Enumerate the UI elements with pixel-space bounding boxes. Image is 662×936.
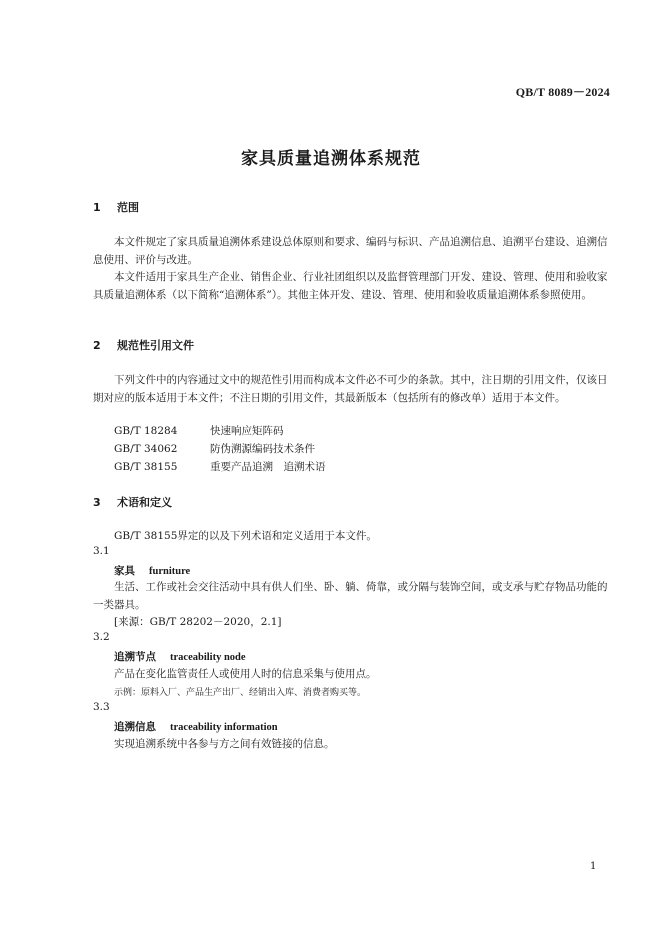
- term-heading: 追溯信息 traceability information: [114, 721, 278, 733]
- section-title: 范围: [117, 201, 139, 214]
- section-title: 术语和定义: [117, 496, 172, 509]
- section-1-para-2: 本文件适用于家具生产企业、销售企业、行业社团组织以及监督管理部门开发、建设、管理、使用和验收家具质量追溯体系（以下简称“追溯体系”）。其他主体开发、建设、管理、使用和验收质量追溯体系参照使用。: [93, 271, 608, 301]
- document-title: 家具质量追溯体系规范: [241, 149, 421, 169]
- section-title: 规范性引用文件: [117, 339, 194, 352]
- section-heading-3: [93, 494, 172, 510]
- standard-number: QB/T 8089－2024: [515, 85, 610, 99]
- section-1-para-1: 本文件规定了家具质量追溯体系建设总体原则和要求、编码与标识、产品追溯信息、追溯平台建设、追溯信息使用、评价与改进。: [93, 236, 608, 266]
- section-number: 1: [93, 201, 101, 214]
- reference-item: GB/T 34062 防伪溯源编码技术条件: [114, 443, 315, 455]
- reference-item: GB/T 38155 重要产品追溯 追溯术语: [114, 461, 326, 473]
- term-heading: 追溯节点 traceability node: [114, 651, 246, 663]
- term-definition: 生活、工作或社会交往活动中具有供人们坐、卧、躺、倚靠，或分隔与装饰空间，或支承与贮存物品功能的一类器具。: [93, 581, 608, 611]
- section-heading-2: [93, 337, 194, 353]
- term-definition: 实现追溯系统中各参与方之间有效链接的信息。: [114, 738, 335, 750]
- reference-item: GB/T 18284 快速响应矩阵码: [114, 425, 284, 437]
- section-heading-1: [93, 199, 139, 215]
- term-example: 示例：原料入厂、产品生产出厂、经销出入库、消费者购买等。: [114, 688, 367, 698]
- section-3-intro: GB/T 38155界定的以及下列术语和定义适用于本文件。: [114, 530, 377, 542]
- term-definition: 产品在变化监管责任人或使用人时的信息采集与使用点。: [114, 668, 377, 680]
- section-number: 3: [93, 496, 101, 509]
- term-number: 3.3: [93, 701, 110, 713]
- term-number: 3.1: [93, 545, 110, 557]
- term-number: 3.2: [93, 631, 110, 643]
- page-number: 1: [590, 861, 597, 872]
- term-heading: 家具 furniture: [114, 565, 191, 577]
- term-source: [来源：GB/T 28202－2020，2.1]: [114, 616, 282, 628]
- section-2-para-1: 下列文件中的内容通过文中的规范性引用而构成本文件必不可少的条款。其中，注日期的引用文件，仅该日期对应的版本适用于本文件；不注日期的引用文件，其最新版本（包括所有的修改单）适用于本文件。: [93, 374, 608, 404]
- section-number: 2: [93, 339, 101, 352]
